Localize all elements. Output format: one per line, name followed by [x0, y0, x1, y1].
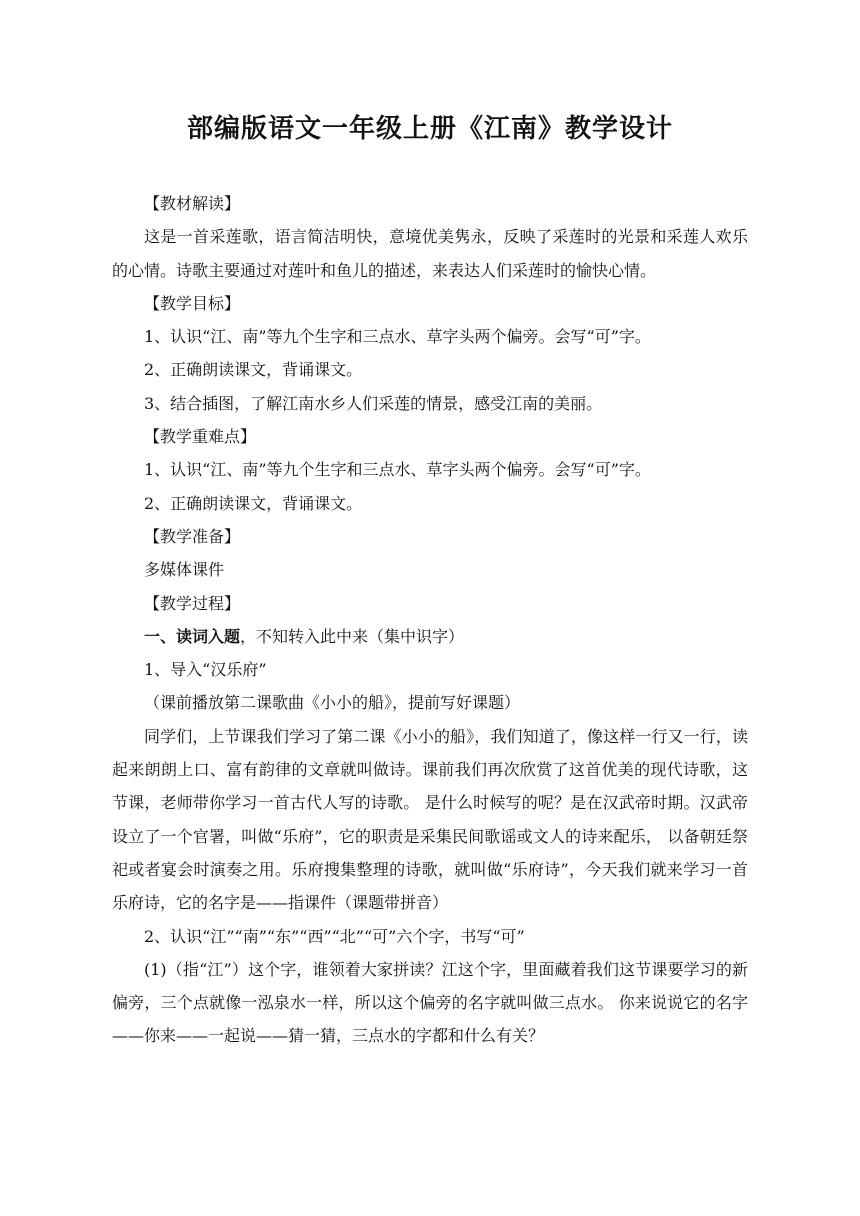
section-heading-teaching-goals: 【教学目标】	[144, 293, 241, 313]
section-heading-process: 【教学过程】	[144, 593, 241, 613]
section-heading-textbook-analysis: 【教材解读】	[144, 194, 241, 213]
process-intro-paragraph: 同学们，上节课我们学习了第二课《小小的船》，我们知道了，像这样一行又一行，读起来朗朗上口、富有韵律的文章就叫做诗。课前我们再次欣赏了这首优美的现代诗歌，这节课，老师带你学习一首古代人写的诗歌。 是什么时候写的呢？是在汉武帝时期。汉武帝设立了一个官署，叫做“乐府”，它的职责是采集民间歌谣或文人的诗来配乐， 以备朝廷祭祀或者宴会时演奏之用。乐府搜集整理的诗歌，就叫做“乐府诗”，今天我们就来学习一首乐府诗，它的名字是——指课件（课题带拼音）	[112, 726, 748, 913]
goal-item-3: 3、结合插图，了解江南水乡人们采莲的情景，感受江南的美丽。	[144, 393, 603, 413]
document-title: 部编版语文一年级上册《江南》教学设计	[186, 114, 673, 144]
process-step-1-bold: 一、读词入题	[144, 626, 241, 646]
key-point-item-2: 2、正确朗读课文，背诵课文。	[144, 493, 363, 513]
process-step-1-heading	[112, 620, 748, 653]
process-substep-1: 1、导入“汉乐府”	[144, 660, 267, 680]
document-body	[112, 187, 748, 1053]
process-step-1-rest: ，不知转入此中来（集中识字）	[240, 626, 465, 646]
paragraph-textbook-analysis: 这是一首采莲歌，语言简洁明快，意境优美隽永，反映了采莲时的光景和采莲人欢乐的心情。诗歌主要通过对莲叶和鱼儿的描述，来表达人们采莲时的愉快心情。	[112, 227, 748, 280]
process-substep-2-detail: (1)（指“江”）这个字，谁领着大家拼读？江这个字，里面藏着我们这节课要学习的新偏旁，三个点就像一泓泉水一样，所以这个偏旁的名字就叫做三点水。 你来说说它的名字——你来——一起说——猜一猜，三点水的字都和什么有关？	[112, 959, 748, 1046]
process-substep-2: 2、认识“江”“南”“东”“西”“北”“可”六个字，书写“可”	[144, 926, 525, 946]
goal-item-2: 2、正确朗读课文，背诵课文。	[144, 360, 363, 380]
preparation-text: 多媒体课件	[144, 560, 225, 580]
section-heading-preparation: 【教学准备】	[144, 526, 241, 546]
key-point-item-1: 1、认识“江、南”等九个生字和三点水、草字头两个偏旁。会写“可”字。	[144, 460, 651, 480]
goal-item-1: 1、认识“江、南”等九个生字和三点水、草字头两个偏旁。会写“可”字。	[144, 327, 651, 347]
process-note: （课前播放第二课歌曲《小小的船》，提前写好课题）	[144, 693, 521, 713]
section-heading-key-points: 【教学重难点】	[144, 427, 257, 447]
